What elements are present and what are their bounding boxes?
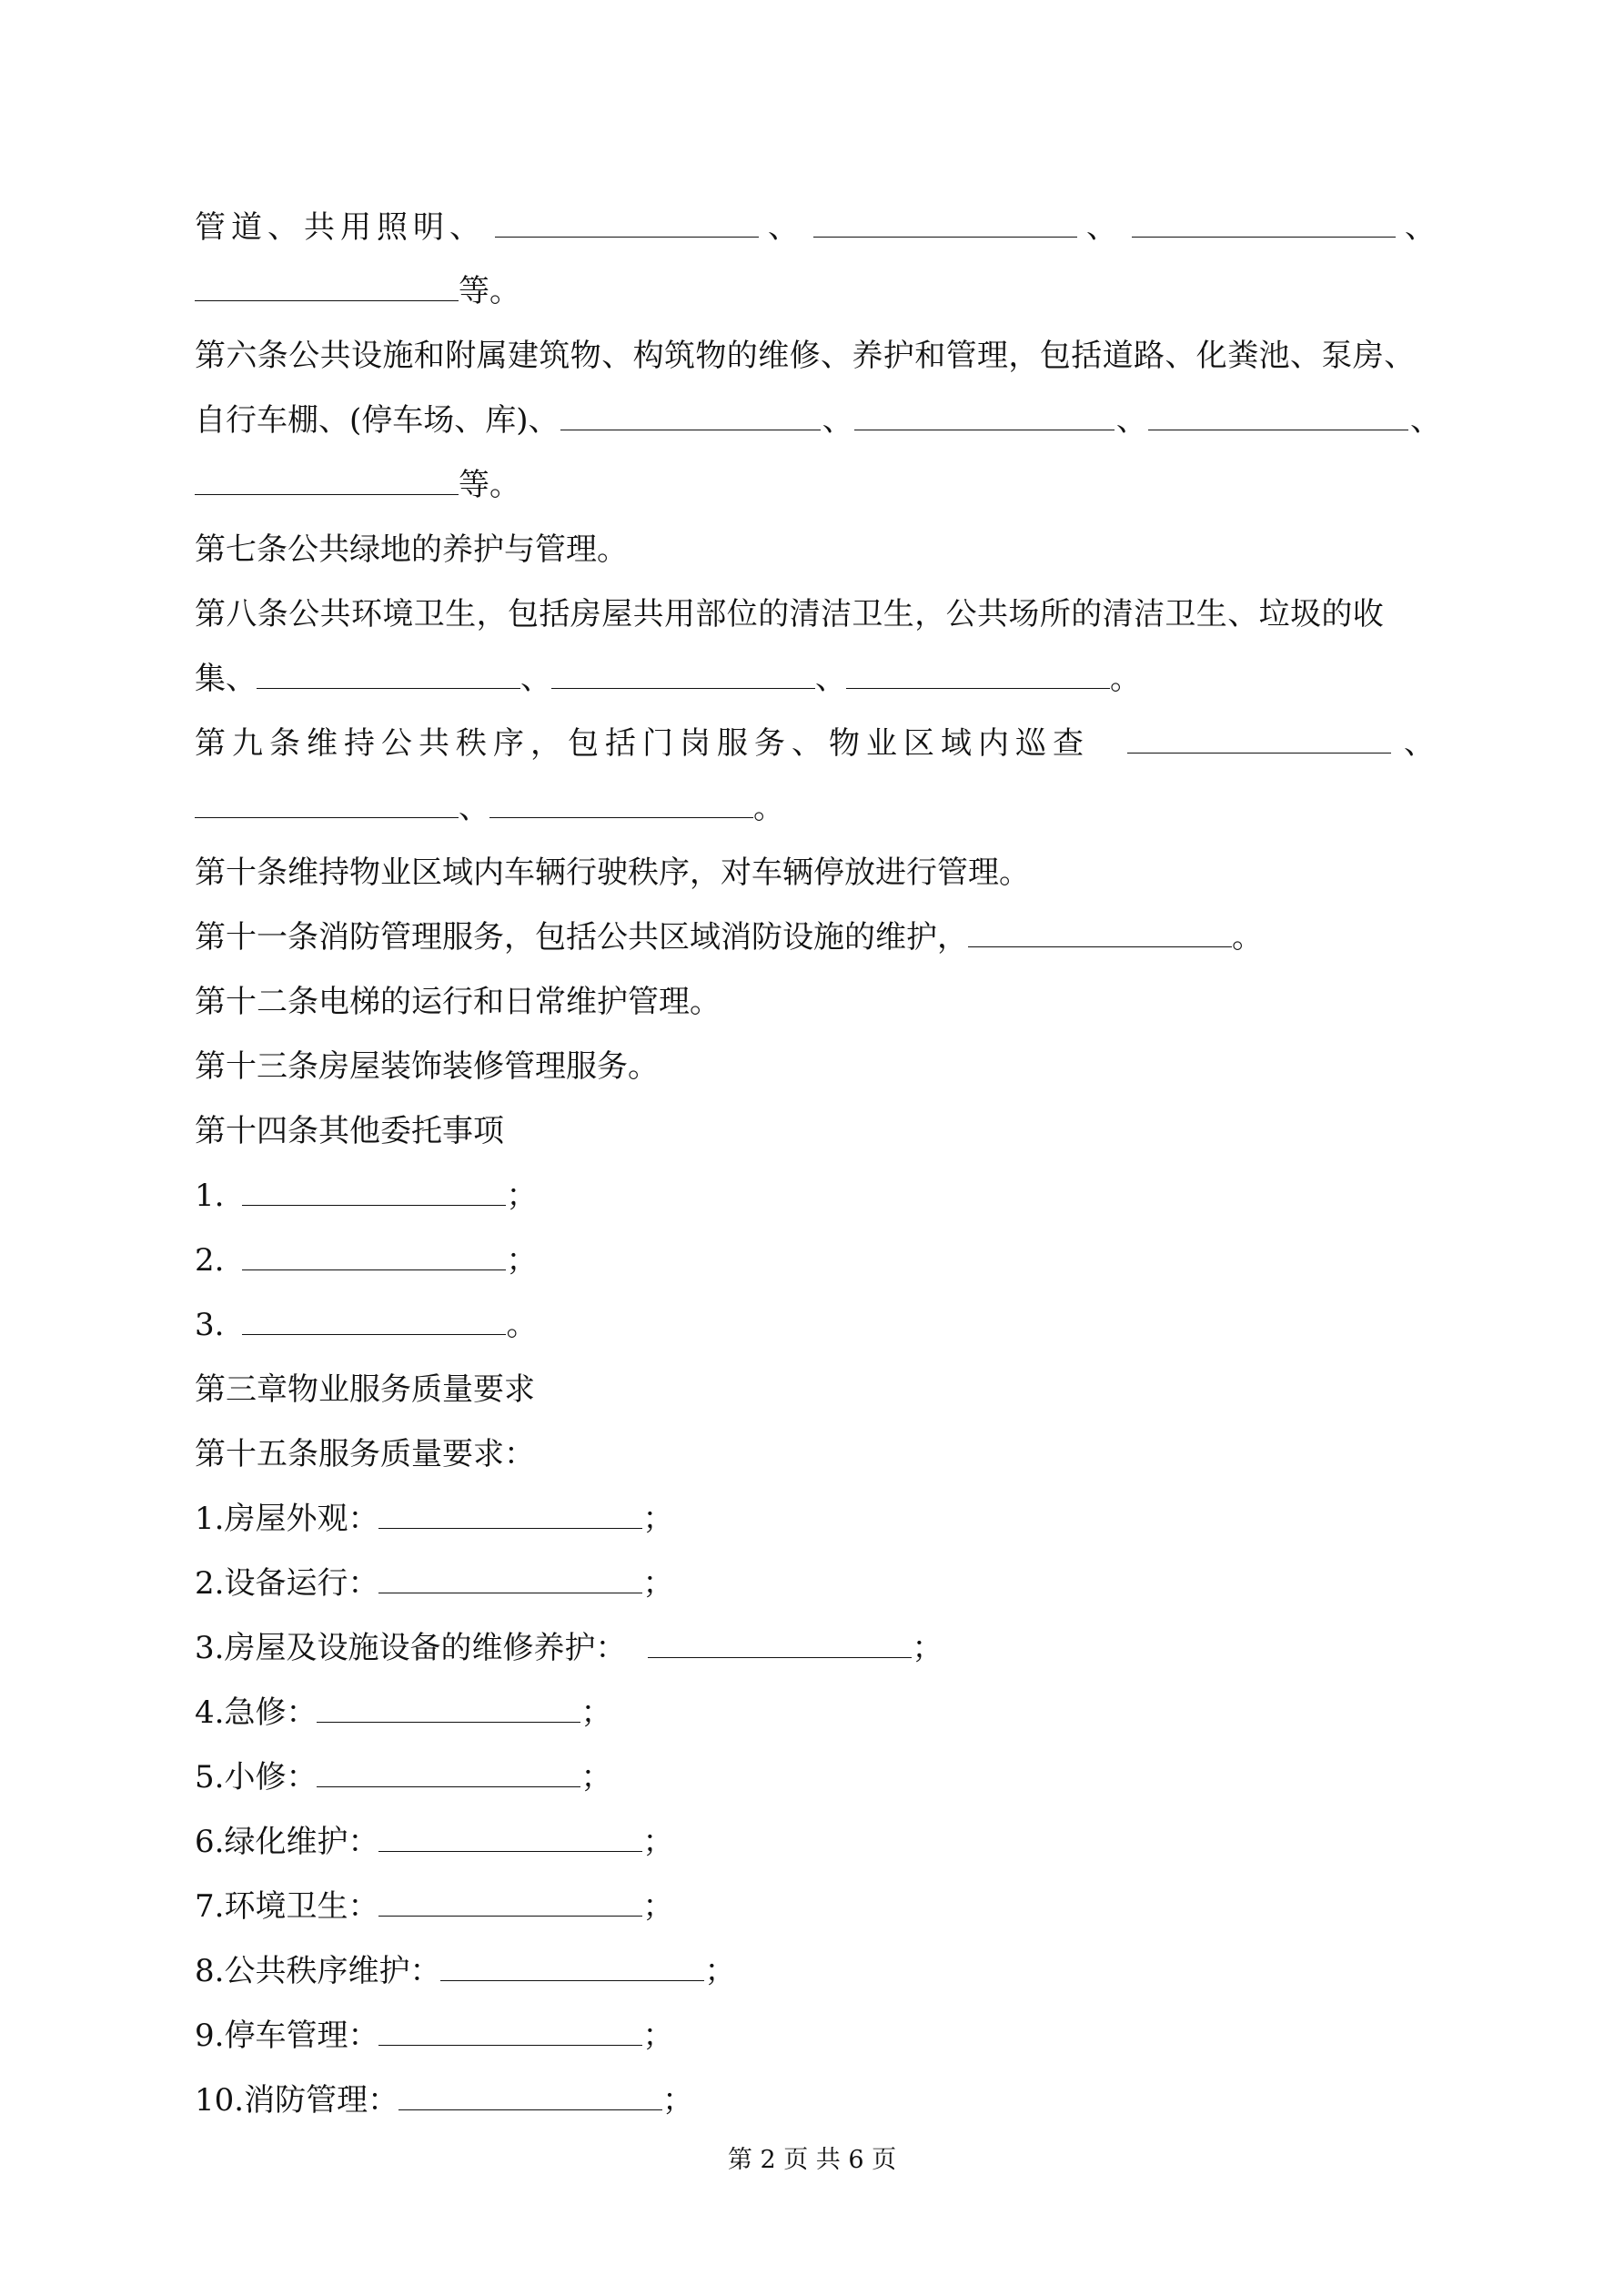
fill-blank[interactable] bbox=[317, 1763, 580, 1787]
quality-item-2 bbox=[195, 1563, 1441, 1603]
separator: ； bbox=[642, 1888, 674, 1925]
item-label: 10.消防管理： bbox=[195, 2082, 399, 2119]
fill-blank[interactable] bbox=[495, 213, 759, 238]
other-item-2 bbox=[195, 1240, 1441, 1280]
clause-9-end bbox=[195, 788, 1441, 828]
separator: 、 bbox=[1404, 725, 1441, 762]
fill-blank[interactable] bbox=[1127, 729, 1391, 754]
fill-blank[interactable] bbox=[1148, 406, 1408, 430]
clause-text: 等。 bbox=[459, 467, 520, 503]
separator: ； bbox=[704, 1953, 736, 1989]
fill-blank[interactable] bbox=[242, 1310, 506, 1335]
clause-15: 第十五条服务质量要求： bbox=[195, 1436, 535, 1472]
clause-7: 第七条公共绿地的养护与管理。 bbox=[195, 531, 628, 568]
fill-blank[interactable] bbox=[854, 406, 1115, 430]
quality-item-1 bbox=[195, 1499, 1441, 1539]
clause-5-continuation bbox=[195, 207, 1441, 248]
other-item-1 bbox=[195, 1176, 1441, 1216]
fill-blank[interactable] bbox=[813, 213, 1077, 238]
separator: ； bbox=[662, 2082, 694, 2119]
fill-blank[interactable] bbox=[317, 1698, 580, 1723]
fill-blank[interactable] bbox=[648, 1633, 912, 1658]
separator: ； bbox=[580, 1694, 612, 1731]
fill-blank[interactable] bbox=[378, 2021, 642, 2046]
quality-item-5 bbox=[195, 1757, 1441, 1797]
fill-blank[interactable] bbox=[195, 794, 459, 818]
quality-item-10 bbox=[195, 2080, 1441, 2120]
fill-blank[interactable] bbox=[378, 1569, 642, 1593]
separator: 、 bbox=[459, 790, 489, 826]
item-label: 1.房屋外观： bbox=[195, 1501, 379, 1537]
item-number: 2. bbox=[195, 1242, 225, 1279]
fill-blank[interactable] bbox=[378, 1827, 642, 1852]
clause-6: 第六条公共设施和附属建筑物、构筑物的维修、养护和管理，包括道路、化粪池、泵房、 bbox=[195, 338, 1416, 374]
separator: ； bbox=[642, 1501, 674, 1537]
item-label: 6.绿化维护： bbox=[195, 1824, 379, 1860]
quality-item-3 bbox=[195, 1628, 1441, 1668]
fill-blank[interactable] bbox=[968, 923, 1232, 947]
fill-blank[interactable] bbox=[378, 1504, 642, 1529]
fill-blank[interactable] bbox=[195, 470, 459, 495]
item-label: 7.环境卫生： bbox=[195, 1888, 379, 1925]
quality-item-4 bbox=[195, 1693, 1441, 1733]
separator: ； bbox=[642, 1824, 674, 1860]
fill-blank[interactable] bbox=[378, 1892, 642, 1917]
fill-blank[interactable] bbox=[1132, 213, 1396, 238]
quality-item-8 bbox=[195, 1951, 1441, 1991]
quality-item-6 bbox=[195, 1822, 1441, 1862]
separator: 。 bbox=[1110, 661, 1141, 697]
clause-10: 第十条维持物业区域内车辆行驶秩序，对车辆停放进行管理。 bbox=[195, 855, 1030, 891]
clause-text: 第九条维持公共秩序，包括门岗服务、物业区域内巡查 bbox=[195, 725, 1090, 762]
fill-blank[interactable] bbox=[440, 1957, 704, 1981]
clause-text: 集、 bbox=[195, 661, 257, 697]
fill-blank[interactable] bbox=[257, 664, 520, 689]
fill-blank[interactable] bbox=[242, 1246, 506, 1270]
separator: ； bbox=[580, 1759, 612, 1795]
clause-8: 第八条公共环境卫生，包括房屋共用部位的清洁卫生，公共场所的清洁卫生、垃圾的收 bbox=[195, 596, 1385, 632]
clause-14: 第十四条其他委托事项 bbox=[195, 1113, 504, 1149]
separator: 。 bbox=[506, 1307, 538, 1343]
item-label: 5.小修： bbox=[195, 1759, 318, 1795]
separator: 、 bbox=[768, 209, 804, 246]
clause-8-continuation bbox=[195, 659, 1441, 699]
separator: 、 bbox=[815, 661, 846, 697]
separator: ； bbox=[642, 2018, 674, 2054]
separator: 。 bbox=[1232, 919, 1263, 956]
item-number: 3. bbox=[195, 1307, 225, 1343]
separator: ； bbox=[912, 1630, 943, 1666]
separator: ； bbox=[506, 1242, 538, 1279]
clause-11 bbox=[195, 917, 1441, 957]
separator: 、 bbox=[1115, 402, 1147, 439]
clause-12: 第十二条电梯的运行和日常维护管理。 bbox=[195, 984, 721, 1020]
clause-5-end bbox=[195, 271, 1441, 311]
separator: 、 bbox=[520, 661, 551, 697]
fill-blank[interactable] bbox=[489, 794, 753, 818]
clause-6-end bbox=[195, 465, 1441, 505]
clause-text: 等。 bbox=[459, 273, 520, 309]
item-number: 1. bbox=[195, 1178, 225, 1214]
separator: 、 bbox=[822, 402, 853, 439]
clause-text: 自行车棚、(停车场、库)、 bbox=[195, 402, 560, 439]
fill-blank[interactable] bbox=[551, 664, 815, 689]
separator: 。 bbox=[753, 790, 784, 826]
fill-blank[interactable] bbox=[560, 406, 821, 430]
fill-blank[interactable] bbox=[846, 664, 1110, 689]
page-number-footer: 第 2 页 共 6 页 bbox=[727, 2146, 897, 2174]
item-label: 9.停车管理： bbox=[195, 2018, 379, 2054]
other-item-3 bbox=[195, 1305, 1441, 1345]
clause-9 bbox=[195, 723, 1441, 764]
separator: ； bbox=[642, 1565, 674, 1602]
separator: 、 bbox=[1410, 402, 1441, 439]
fill-blank[interactable] bbox=[195, 277, 459, 301]
clause-text: 第十一条消防管理服务，包括公共区域消防设施的维护， bbox=[195, 919, 968, 956]
item-label: 4.急修： bbox=[195, 1694, 318, 1731]
item-label: 2.设备运行： bbox=[195, 1565, 379, 1602]
item-label: 3.房屋及设施设备的维修养护： bbox=[195, 1630, 627, 1666]
separator: 、 bbox=[1405, 209, 1441, 246]
fill-blank[interactable] bbox=[242, 1181, 506, 1206]
quality-item-9 bbox=[195, 2016, 1441, 2056]
clause-13: 第十三条房屋装饰装修管理服务。 bbox=[195, 1048, 659, 1085]
quality-item-7 bbox=[195, 1886, 1441, 1927]
fill-blank[interactable] bbox=[398, 2086, 662, 2110]
item-label: 8.公共秩序维护： bbox=[195, 1953, 441, 1989]
chapter-3-heading: 第三章物业服务质量要求 bbox=[195, 1371, 535, 1408]
clause-6-continuation bbox=[195, 400, 1441, 440]
separator: 、 bbox=[1086, 209, 1123, 246]
separator: ； bbox=[506, 1178, 538, 1214]
clause-text: 管道、共用照明、 bbox=[195, 209, 486, 246]
